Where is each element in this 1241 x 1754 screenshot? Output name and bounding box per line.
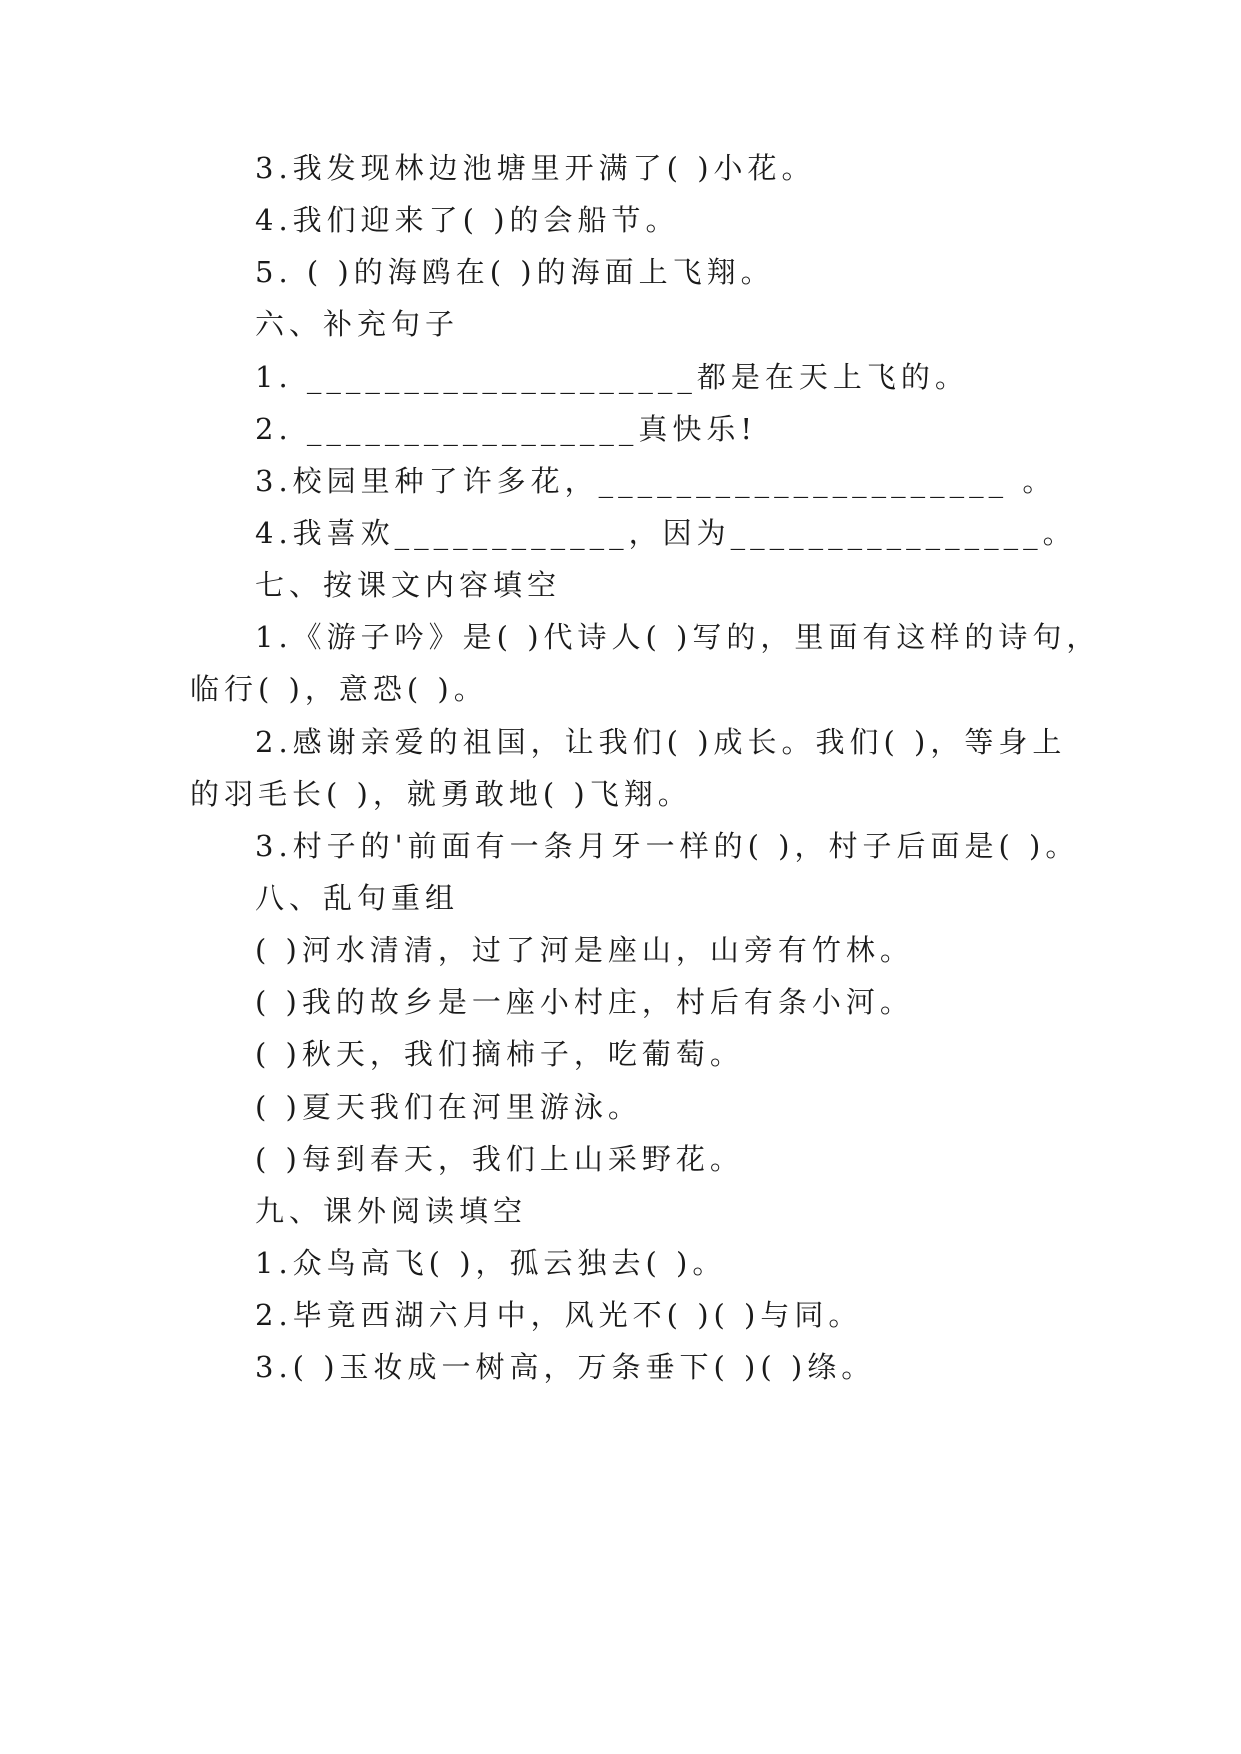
exercise-8-sentence-3: ( )秋天，我们摘柿子，吃葡萄。 bbox=[255, 1037, 744, 1071]
exercise-7-item-2: 2.感谢亲爱的祖国，让我们( )成长。我们( )，等身上 bbox=[255, 725, 1067, 759]
exercise-8-sentence-2: ( )我的故乡是一座小村庄，村后有条小河。 bbox=[255, 985, 914, 1019]
exercise-6-item-3: 3.校园里种了许多花，_____________________ 。 bbox=[255, 464, 1057, 498]
exercise-9-item-1: 1.众鸟高飞( )，孤云独去( )。 bbox=[255, 1246, 727, 1280]
section-heading-7: 七、按课文内容填空 bbox=[255, 568, 562, 602]
exercise-8-sentence-5: ( )每到春天，我们上山采野花。 bbox=[255, 1142, 744, 1176]
section-heading-6: 六、补充句子 bbox=[255, 307, 460, 341]
exercise-5-item-4: 4.我们迎来了( )的会船节。 bbox=[255, 203, 680, 237]
exercise-9-item-3: 3.( )玉妆成一树高，万条垂下( )( )绦。 bbox=[255, 1350, 876, 1384]
exercise-6-item-4: 4.我喜欢____________，因为________________。 bbox=[255, 516, 1077, 550]
exercise-8-sentence-4: ( )夏天我们在河里游泳。 bbox=[255, 1090, 642, 1124]
exercise-7-item-3: 3.村子的'前面有一条月牙一样的( )，村子后面是( )。 bbox=[255, 829, 1080, 863]
exercise-5-item-5: 5. ( )的海鸥在( )的海面上飞翔。 bbox=[255, 255, 775, 289]
exercise-7-item-1: 1.《游子吟》是( )代诗人( )写的，里面有这样的诗句， bbox=[255, 620, 1101, 654]
exercise-7-item-2-continued: 的羽毛长( )，就勇敢地( )飞翔。 bbox=[190, 777, 692, 811]
exercise-5-item-3: 3.我发现林边池塘里开满了( )小花。 bbox=[255, 151, 816, 185]
exercise-6-item-2: 2. _________________真快乐! bbox=[255, 412, 758, 446]
exercise-9-item-2: 2.毕竟西湖六月中，风光不( )( )与同。 bbox=[255, 1298, 863, 1332]
exercise-7-item-1-continued: 临行( )，意恐( )。 bbox=[190, 672, 488, 706]
exercise-6-item-1: 1. ____________________都是在天上飞的。 bbox=[255, 360, 969, 394]
section-heading-9: 九、课外阅读填空 bbox=[255, 1194, 528, 1228]
exercise-8-sentence-1: ( )河水清清，过了河是座山，山旁有竹林。 bbox=[255, 933, 914, 967]
section-heading-8: 八、乱句重组 bbox=[255, 881, 460, 915]
